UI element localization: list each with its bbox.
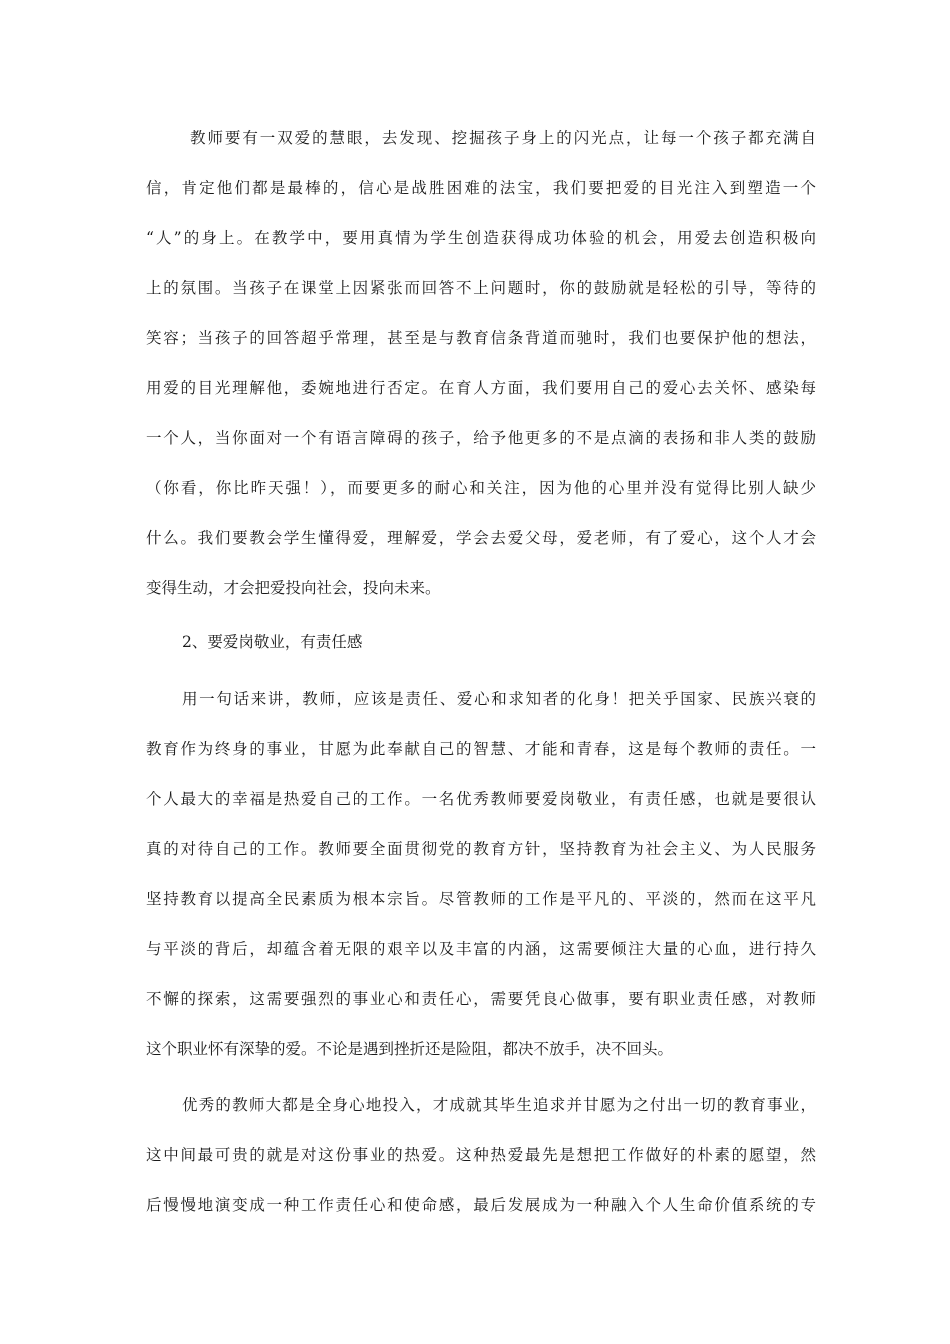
- paragraph-1-line-2: 信，肯定他们都是最棒的，信心是战胜困难的法宝，我们要把爱的目光注入到塑造一个: [146, 179, 816, 197]
- paragraph-1-line-5: 笑容；当孩子的回答超乎常理，甚至是与教育信条背道而驰时，我们也要保护他的想法，: [146, 329, 816, 347]
- paragraph-1-line-10: 变得生动，才会把爱投向社会，投向未来。: [146, 579, 441, 597]
- paragraph-2-line-6: 与平淡的背后，却蕴含着无限的艰辛以及丰富的内涵，这需要倾注大量的心血，进行持久: [146, 940, 816, 958]
- paragraph-1-line-6: 用爱的目光理解他，委婉地进行否定。在育人方面，我们要用自己的爱心去关怀、感染每: [146, 379, 816, 397]
- paragraph-3-line-3: 后慢慢地演变成一种工作责任心和使命感，最后发展成为一种融入个人生命价值系统的专: [146, 1196, 816, 1214]
- paragraph-2-line-8: 这个职业怀有深挚的爱。不论是遇到挫折还是险阻，都决不放手，决不回头。: [146, 1040, 674, 1058]
- paragraph-2-line-2: 教育作为终身的事业，甘愿为此奉献自己的智慧、才能和青春，这是每个教师的责任。一: [146, 740, 816, 758]
- paragraph-2-line-7: 不懈的探索，这需要强烈的事业心和责任心，需要凭良心做事，要有职业责任感，对教师: [146, 990, 816, 1008]
- section-heading: 2、要爱岗敬业，有责任感: [182, 633, 363, 651]
- paragraph-3-line-2: 这中间最可贵的就是对这份事业的热爱。这种热爱最先是想把工作做好的朴素的愿望，然: [146, 1146, 816, 1164]
- paragraph-1-line-1: 教师要有一双爱的慧眼，去发现、挖掘孩子身上的闪光点，让每一个孩子都充满自: [190, 129, 816, 147]
- paragraph-1-line-7: 一个人，当你面对一个有语言障碍的孩子，给予他更多的不是点滴的表扬和非人类的鼓励: [146, 429, 816, 447]
- paragraph-3-line-1: 优秀的教师大都是全身心地投入，才成就其毕生追求并甘愿为之付出一切的教育事业，: [182, 1096, 816, 1114]
- paragraph-2-line-4: 真的对待自己的工作。教师要全面贯彻党的教育方针，坚持教育为社会主义、为人民服务: [146, 840, 816, 858]
- paragraph-2-line-1: 用一句话来讲，教师，应该是责任、爱心和求知者的化身！把关乎国家、民族兴衰的: [182, 690, 816, 708]
- paragraph-2-line-3: 个人最大的幸福是热爱自己的工作。一名优秀教师要爱岗敬业，有责任感，也就是要很认: [146, 790, 816, 808]
- paragraph-1-line-9: 什么。我们要教会学生懂得爱，理解爱，学会去爱父母，爱老师，有了爱心，这个人才会: [146, 529, 816, 547]
- paragraph-1-line-8: （你看，你比昨天强！），而要更多的耐心和关注，因为他的心里并没有觉得比别人缺少: [146, 479, 816, 497]
- paragraph-1-line-3: “人”的身上。在教学中，要用真情为学生创造获得成功体验的机会，用爱去创造积极向: [146, 229, 816, 247]
- paragraph-1-line-4: 上的氛围。当孩子在课堂上因紧张而回答不上问题时，你的鼓励就是轻松的引导，等待的: [146, 279, 816, 297]
- paragraph-2-line-5: 坚持教育以提高全民素质为根本宗旨。尽管教师的工作是平凡的、平淡的，然而在这平凡: [146, 890, 816, 908]
